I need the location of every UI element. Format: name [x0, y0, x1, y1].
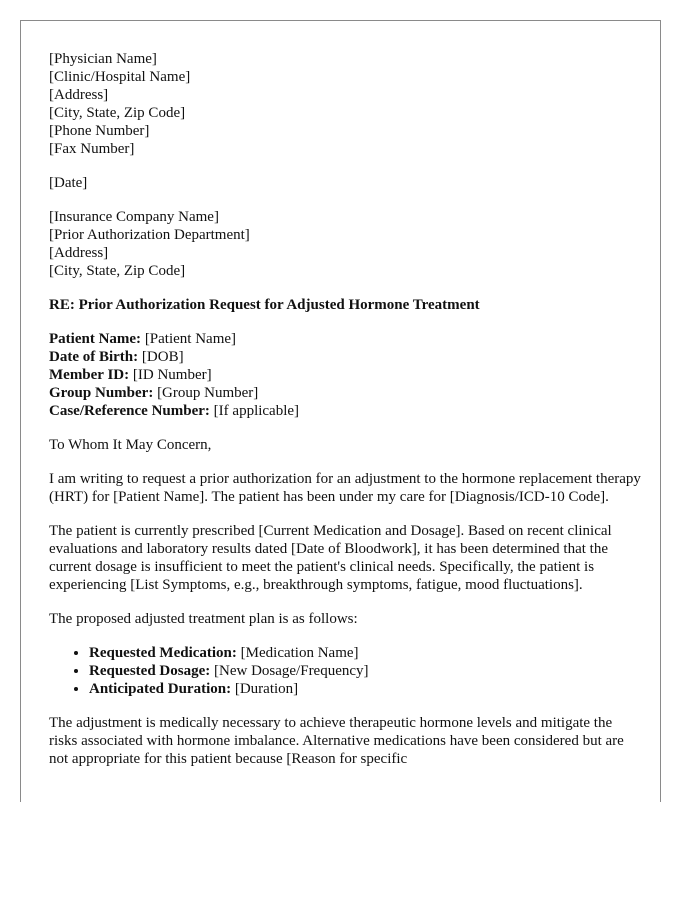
- paragraph-intro: I am writing to request a prior authorization for an adjustment to the hormone replacement therapy (HRT) for [Patient Name]. The patient has been under my care for [Diagnosis/ICD-10 Code].: [49, 471, 641, 505]
- plan-item-label: Requested Medication:: [89, 645, 237, 661]
- patient-info-row: [49, 384, 644, 402]
- patient-info-row: [49, 366, 644, 384]
- patient-info-value: [ID Number]: [129, 367, 212, 383]
- plan-item-value: [Duration]: [231, 681, 299, 697]
- recipient-address: [Address]: [49, 245, 109, 261]
- patient-info-value: [Group Number]: [153, 385, 259, 401]
- sender-block: [49, 50, 644, 158]
- patient-info-value: [DOB]: [138, 349, 184, 365]
- salutation: To Whom It May Concern,: [49, 437, 212, 453]
- patient-info-label: Member ID:: [49, 367, 130, 383]
- letter-page: [20, 20, 661, 802]
- clinic-name: [Clinic/Hospital Name]: [49, 69, 191, 85]
- patient-info-row: [49, 348, 644, 366]
- date-block: [49, 174, 644, 192]
- recipient-company: [Insurance Company Name]: [49, 209, 219, 225]
- patient-info-row: [49, 402, 644, 420]
- sender-city-state-zip: [City, State, Zip Code]: [49, 105, 186, 121]
- plan-item-value: [Medication Name]: [236, 645, 359, 661]
- physician-name: [Physician Name]: [49, 51, 157, 67]
- patient-info-value: [Patient Name]: [141, 331, 237, 347]
- recipient-block: [49, 208, 644, 280]
- patient-info-row: [49, 330, 644, 348]
- letter-date: [Date]: [49, 175, 88, 191]
- list-item: [89, 644, 644, 662]
- list-item: [89, 680, 644, 698]
- paragraph-medical-necessity: The adjustment is medically necessary to achieve therapeutic hormone levels and mitigate the risks associated with hormone imbalance. Alternative medications have been considered but are not appropriate for this patient because [Reason for specific: [49, 715, 624, 767]
- list-item: [89, 662, 644, 680]
- sender-fax: [Fax Number]: [49, 141, 135, 157]
- subject-line: RE: Prior Authorization Request for Adjusted Hormone Treatment: [49, 297, 480, 313]
- letter-content: [49, 50, 644, 784]
- patient-info-label: Date of Birth:: [49, 349, 139, 365]
- patient-info-label: Group Number:: [49, 385, 154, 401]
- plan-item-value: [New Dosage/Frequency]: [210, 663, 369, 679]
- plan-item-label: Requested Dosage:: [89, 663, 211, 679]
- recipient-city-state-zip: [City, State, Zip Code]: [49, 263, 186, 279]
- plan-item-label: Anticipated Duration:: [89, 681, 232, 697]
- treatment-plan-list: [49, 644, 644, 698]
- recipient-department: [Prior Authorization Department]: [49, 227, 250, 243]
- patient-info-label: Patient Name:: [49, 331, 142, 347]
- paragraph-plan-intro: The proposed adjusted treatment plan is as follows:: [49, 611, 358, 627]
- paragraph-current-treatment: The patient is currently prescribed [Current Medication and Dosage]. Based on recent clinical evaluations and laboratory results dated [Date of Bloodwork], it has been determined that the current dosage is insufficient to meet the patient's clinical needs. Specifically, the patient is experiencing [List Symptoms, e.g., breakthrough symptoms, fatigue, mood fluctuations].: [49, 523, 612, 593]
- sender-phone: [Phone Number]: [49, 123, 150, 139]
- sender-address: [Address]: [49, 87, 109, 103]
- patient-info-block: [49, 330, 644, 420]
- patient-info-value: [If applicable]: [209, 403, 300, 419]
- patient-info-label: Case/Reference Number:: [49, 403, 210, 419]
